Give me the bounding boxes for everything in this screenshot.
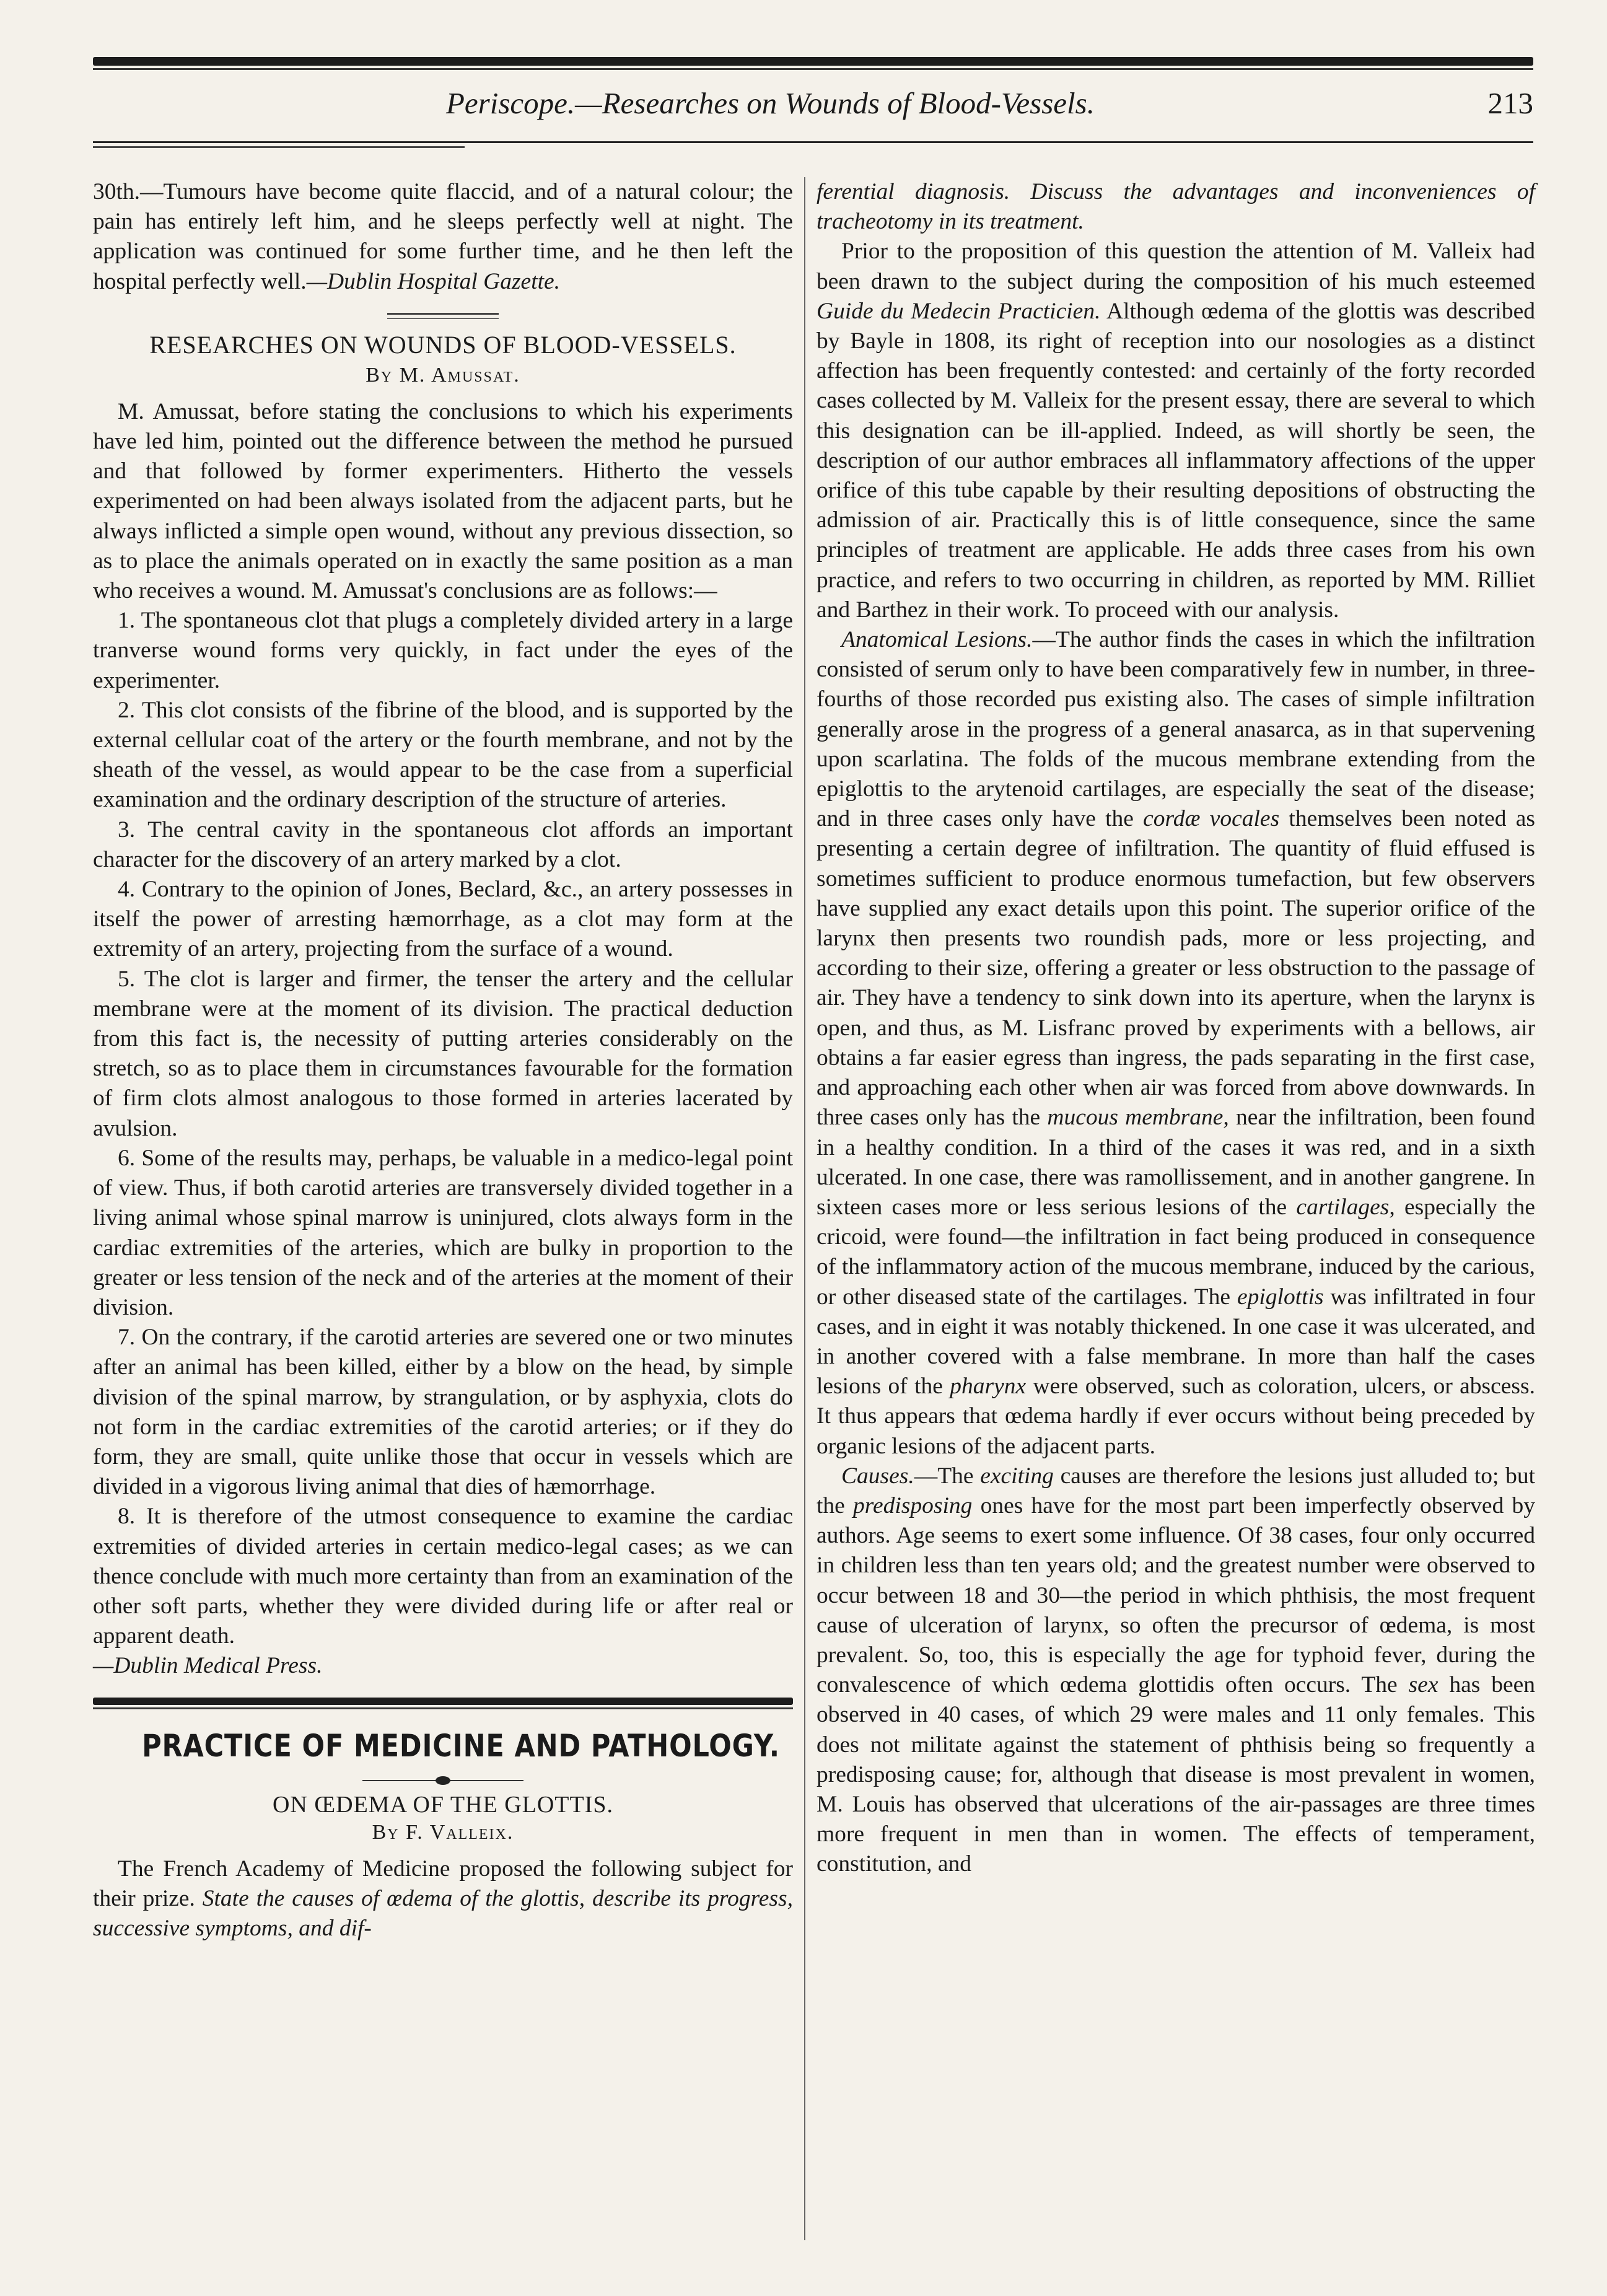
- section-author-valleix: By F. Valleix.: [372, 1820, 514, 1844]
- conclusion-1: 1. The spontaneous clot that plugs a completely divided artery in a large tranverse wound forms very quickly, in fact under the eyes of the experimenter.: [93, 608, 793, 693]
- prize-question-continued: ferential diagnosis. Discuss the advantages and inconveniences of tracheotomy in its treatment.: [817, 179, 1535, 235]
- section-divider-thin: [387, 318, 499, 319]
- section-title-oedema: ON ŒDEMA OF THE GLOTTIS.: [272, 1791, 614, 1818]
- paragraph-anatomical-lesions: Anatomical Lesions.—The author finds the cases in which the infiltration consisted of serum only to have been comparatively few in number, in three-fourths of those recorded pus existing also. The cases of simple infiltration generally arose in the progress of a general anasarca, as in that supervening upon scarlatina. The folds of the mucous membrane extending from the epiglottis to the arytenoid cartilages, are especially the seat of the disease; and in three cases only have the cordæ vocales themselves been noted as presenting a certain degree of infiltration. The quantity of fluid effused is sometimes sufficient to produce enormous tumefaction, but few observers have supplied any exact details upon this point. The superior orifice of the larynx then presents two roundish pads, more or less projecting, and according to their size, offering a greater or less obstruction to the passage of air. They have a tendency to sink down into its aperture, when the larynx is open, and thus, as M. Lisfranc proved by experiments with a bellows, air obtains a far easier egress than ingress, the pads separating in the first case, and approaching each other when air was forced from above downwards. In three cases only has the mucous membrane, near the infiltration, been found in a healthy condition. In a third of the cases it was red, and in a sixth ulcerated. In one case, there was ramollissement, and in another gangrene. In sixteen cases more or less serious lesions of the cartilages, especially the cricoid, were found—the infiltration in fact being produced in consequence of the inflammatory action of the mucous membrane, induced by the carious, or other diseased state of the cartilages. The epiglottis was infiltrated in four cases, and in eight it was notably thickened. In one case it was ulcerated, and in another covered with a false membrane. In more than half the cases lesions of the pharynx were observed, such as coloration, ulcers, or abscess. It thus appears that œdema hardly if ever occurs without being preceded by organic lesions of the adjacent parts.: [817, 627, 1536, 1459]
- conclusion-5: 5. The clot is larger and firmer, the tenser the artery and the cellular membrane were at the moment of its division. The practical deduction from this fact is, the necessity of putting arteries considerably on the stretch, so as to place them in circumstances favourable for the formation of firm clots almost analogous to those formed in arteries lacerated by avulsion.: [93, 966, 793, 1141]
- heading-causes: Causes.: [841, 1463, 914, 1489]
- section-divider: [387, 313, 499, 315]
- section-author-amussat: By M. Amussat.: [366, 363, 520, 387]
- paragraph-prior: Prior to the proposition of this question the attention of M. Valleix had been drawn to the subject during the composition of his much esteemed Guide du Medecin Practicien. Although œdema of the glottis was described by Bayle in 1808, its right of reception into our nosologies as a distinct affection has been frequently contested: and certainly of the forty recorded cases collected by M. Valleix for the present essay, there are several to which this designation can be ill-applied. Indeed, as will shortly be seen, the description of our author embraces all inflammatory affections of the upper orifice of this tube capable by their resulting depositions of obstructing the admission of air. Practically this is of little consequence, since the same principles of treatment are applicable. He adds three cases from his own practice, and refers to two occurring in children, as reported by MM. Rilliet and Barthez in their work. To proceed with our analysis.: [817, 239, 1535, 623]
- conclusion-2: 2. This clot consists of the fibrine of the blood, and is supported by the external cellular coat of the artery or the fourth membrane, and not by the sheath of the vessel, as would appear to be the case from a superficial examination and the ordinary description of the structure of arteries.: [93, 697, 793, 813]
- left-column: [93, 177, 793, 1943]
- prize-question: State the causes of œdema of the glottis, describe its progress, successive symptoms, and dif-: [93, 1885, 793, 1941]
- major-section-bar: [93, 1698, 793, 1705]
- conclusion-6: 6. Some of the results may, perhaps, be valuable in a medico-legal point of view. Thus, if both carotid arteries are transversely divided together in a living animal whose spinal marrow is uninjured, clots always form in the cardiac extremities of the arteries, which are bulky in proportion to the greater or less tension of the neck and of the arteries at the moment of their division.: [93, 1145, 793, 1320]
- conclusion-7: 7. On the contrary, if the carotid arteries are severed one or two minutes after an animal has been killed, either by a blow on the head, by simple division of the spinal marrow, by strangulation, or by asphyxia, clots do not form in the cardiac extremities of the carotid arteries; or if they do form, they are small, quite unlike those that occur in vessels which are divided in a vigorous living animal that dies of hæmorrhage.: [93, 1325, 793, 1500]
- conclusion-3: 3. The central cavity in the spontaneous clot affords an important character for the discovery of an artery marked by a clot.: [93, 817, 793, 872]
- top-rule-thin: [93, 68, 1533, 70]
- column-divider: [804, 177, 805, 2240]
- conclusion-4: 4. Contrary to the opinion of Jones, Beclard, &c., an artery possesses in itself the power of arresting hæmorrhage, as a clot may form at the extremity of an artery, projecting from the surface of a wound.: [93, 877, 793, 962]
- top-rule-thick: [93, 57, 1533, 66]
- major-section-bar-thin: [93, 1707, 793, 1709]
- running-title: Periscope.—Researches on Wounds of Blood-Vessels.: [446, 86, 1095, 120]
- major-section-title: PRACTICE OF MEDICINE AND PATHOLOGY.: [142, 1727, 780, 1764]
- page-number: 213: [1487, 86, 1533, 120]
- paragraph-intro: M. Amussat, before stating the conclusions to which his experiments have led him, pointed out the difference between the method he pursued and that followed by former experimenters. Hitherto the vessels experimented on had been always isolated from the adjacent parts, but he always inflicted a simple open wound, without any previous dissection, so as to place the animals operated on in exactly the same position as a man who receives a wound. M. Amussat's conclusions are as follows:—: [93, 398, 793, 604]
- paragraph-30th: 30th.—Tumours have become quite flaccid, and of a natural colour; the pain has entirely left him, and he sleeps perfectly well at night. The application was continued for some further time, and he then left the hospital perfectly well.—Dublin Hospital Gazette.: [93, 179, 793, 294]
- head-rule-short: [93, 146, 465, 148]
- running-head: [93, 85, 1533, 129]
- book-title: Guide du Medecin Practicien.: [817, 298, 1101, 324]
- ornament-divider: [362, 1775, 523, 1786]
- head-rule: [93, 141, 1533, 143]
- paragraph-academy: The French Academy of Medicine proposed the following subject for their prize. State the causes of œdema of the glottis, describe its progress, successive symptoms, and dif-: [93, 1856, 793, 1941]
- right-column: [817, 177, 1535, 1880]
- paragraph-causes: Causes.—The exciting causes are therefore the lesions just alluded to; but the predisposing ones have for the most part been imperfectly observed by authors. Age seems to exert some influence. Of 38 cases, four only occurred in children less than ten years old; and the greatest number were observed to occur between 18 and 30—the period in which phthisis, the most frequent cause of ulceration of larynx, so often the precursor of œdema, is most prevalent. So, too, this is especially the age for typhoid fever, during the convalescence of which œdema glottidis often occurs. The sex has been observed in 40 cases, of which 29 were males and 11 only females. This does not militate against the statement of phthisis being so frequently a predisposing cause; for, although that disease is most prevalent in women, M. Louis has observed that ulcerations of the air-passages are three times more frequent in men than in women. The effects of temperament, constitution, and: [817, 1463, 1536, 1877]
- section-title-blood-vessels: RESEARCHES ON WOUNDS OF BLOOD-VESSELS.: [149, 330, 737, 359]
- source-dublin-hospital-gazette: —Dublin Hospital Gazette.: [306, 268, 561, 294]
- conclusion-8: 8. It is therefore of the utmost consequence to examine the cardiac extremities of divided arteries in certain medico-legal cases; as we can thence conclude with much more certainty than from an examination of the other soft parts, whether they were divided during life or after real or apparent death.: [93, 1504, 793, 1649]
- heading-anatomical-lesions: Anatomical Lesions.: [841, 627, 1033, 653]
- source-dublin-medical-press: —Dublin Medical Press.: [93, 1653, 323, 1679]
